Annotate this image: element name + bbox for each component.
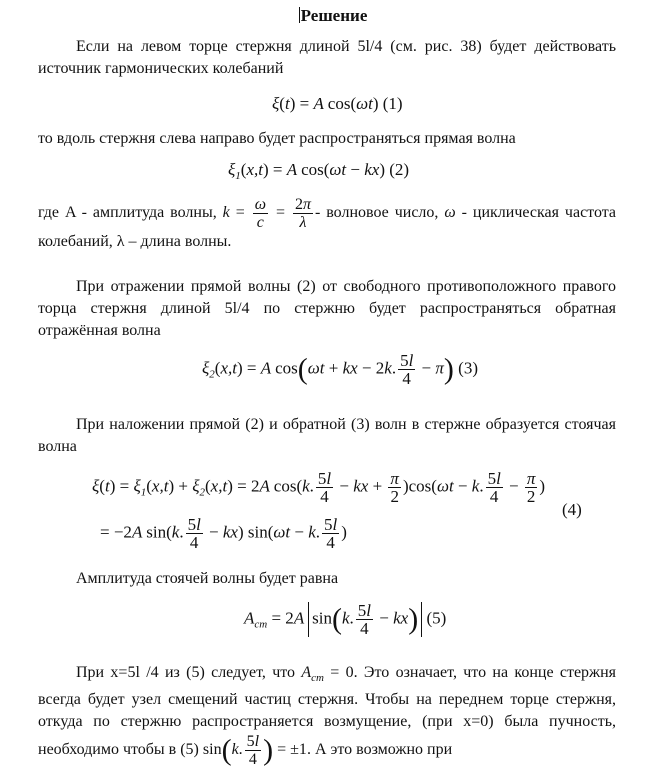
paragraph-2 [38, 128, 616, 150]
equation-5-number: (5) [426, 608, 447, 628]
paragraph-3-text-a: где A - амплитуда волны, [38, 204, 217, 222]
equation-4-line-1: $\xi(t) = \xi_1(x,t) + \xi_2(x,t) = 2A$ cos(k. $\frac{5l}{4}$ − kx + $\frac{\pi}{2}$ )cos(ωt − k. $\frac{5l}{4}$ − $\frac{\pi}{2}$ ) [92, 469, 546, 506]
equation-2-number: (2) [389, 160, 410, 179]
paragraph-4-text: При отражении прямой волны (2) от свободного противоположного правого торца стержня длиной 5l/4 по стержню будет распространяться обратная отражённая волна [38, 278, 616, 339]
title-text: Решение [300, 6, 368, 25]
page-title [0, 6, 666, 26]
paragraph-3-text-b: - волновое число, [314, 204, 439, 222]
paragraph-2-text: то вдоль стержня слева направо будет распространяться прямая волна [38, 130, 516, 147]
paragraph-7-text-c: . А это возможно при [306, 741, 453, 759]
paragraph-5 [38, 414, 616, 458]
paragraph-5-text: При наложении прямой (2) и обратной (3) волн в стержне образуется стоячая волна [38, 416, 616, 455]
paragraph-3: где A - амплитуда волны, k = $\frac{\omega}{c}$ = $\frac{2\pi}{\lambda}$ - волновое число, ω - циклическая частота колебаний, λ – длина волны. [38, 196, 617, 250]
equation-1-number: (1) [382, 94, 403, 113]
equation-3-number: (3) [458, 358, 478, 378]
text-cursor [299, 7, 300, 23]
equation-4-number: (4) [562, 500, 582, 519]
equation-4-number-wrap [562, 500, 582, 520]
paragraph-3-text-c: - циклическая частота колебаний, λ – длина волны. [38, 204, 617, 250]
sine-condition-formula: sin(k. $\frac{5l}{4}$ ) = ±1 [202, 733, 307, 768]
paragraph-7-text-b: . Это означает, что на конце стержня всегда будет узел смещений частиц стержня. Чтобы на переднем торце стержня, откуда по стержню распространяется возмущение, (при x=0) была пучность, необходимо чтобы в (5) [38, 664, 617, 759]
absolute-value: sin(k. $\frac{5l}{4}$ − kx) [308, 602, 422, 637]
equation-5: $A_{ст} = 2A$ sin(k. $\frac{5l}{4}$ − kx) (5) [244, 601, 447, 638]
equation-4-line-2: = −2A sin(k. $\frac{5l}{4}$ − kx) sin(ωt − k. $\frac{5l}{4}$ ) [100, 515, 347, 552]
equation-2: $\xi_1(x,t) = A$ cos(ωt − kx) (2) [228, 160, 410, 182]
equation-1: ξ(t) = A cos(ωt) (1) [272, 94, 403, 113]
equation-3: $\xi_2(x,t) = A$ cos(ωt + kx − 2k. $\frac{5l}{4}$ − π) (3) [202, 351, 478, 388]
paragraph-6 [38, 568, 616, 590]
amplitude-zero-formula: $A_{ст} = 0$ [301, 664, 354, 684]
paragraph-4 [38, 276, 616, 342]
paragraph-7 [38, 662, 616, 768]
paragraph-7-text-a: При x=5l /4 из (5) следует, что [76, 664, 296, 681]
paragraph-1-text: Если на левом торце стержня длиной 5l/4 (см. рис. 38) будет действовать источник гармонических колебаний [38, 38, 616, 77]
wave-number-formula: k = $\frac{\omega}{c}$ = $\frac{2\pi}{\lambda}$ [222, 196, 311, 231]
paragraph-6-text: Амплитуда стоячей волны будет равна [76, 570, 339, 587]
paragraph-1 [38, 36, 616, 80]
